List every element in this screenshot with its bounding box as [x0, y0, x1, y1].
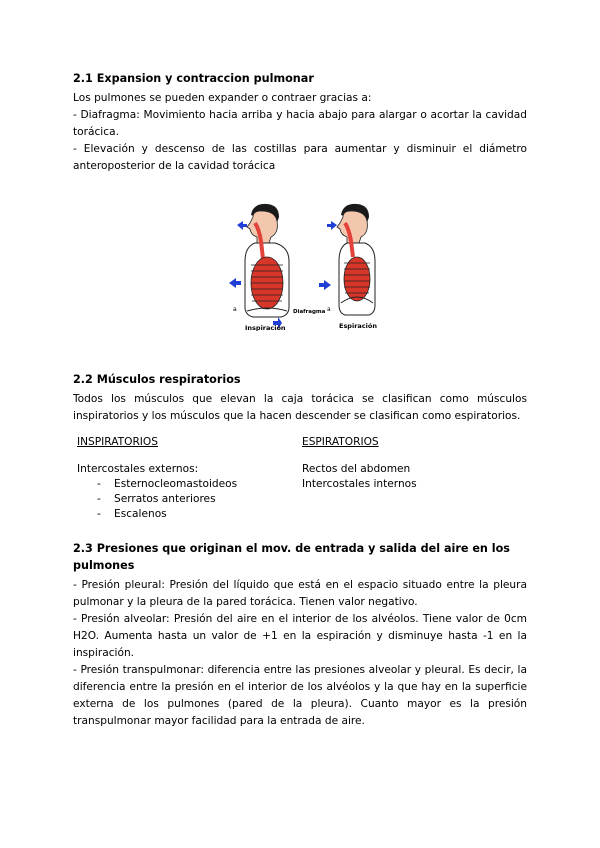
paragraph-transpulmonar: - Presión transpulmonar: diferencia entre las presiones alveolar y pleural. Es decir, la diferencia entre la presión en el interior de los alvéolos y la que hay en la superficie externa de los pulmones (pared de la pleura). Cuanto mayor es la presión transpulmonar mayor facilidad para la entrada de aire.: [73, 664, 527, 727]
paragraph-diafragma: - Diafragma: Movimiento hacia arriba y hacia abajo para alargar o acortar la cavidad torácica.: [73, 109, 527, 138]
arrow-icon: [327, 221, 337, 230]
list-item: - Escalenos: [97, 507, 302, 522]
expiratory-title: ESPIRATORIOS: [302, 436, 379, 448]
figure-label-inspiracion: Inspiración: [245, 324, 286, 331]
lungs-left: [251, 257, 283, 309]
list-item: - Serratos anteriores: [97, 492, 302, 507]
inspiratory-list: [77, 477, 302, 522]
paragraph-alveolar: - Presión alveolar: Presión del aire en el interior de los alvéolos. Tiene valor de 0cm H2O. Aumenta hasta un valor de +1 en la espiración y disminuye hasta -1 en la inspiración.: [73, 613, 527, 659]
section-expansion: [73, 70, 527, 175]
paragraph-costillas: - Elevación y descenso de las costillas para aumentar y disminuir el diámetro anteroposterior de la cavidad torácica: [73, 143, 527, 172]
arrow-icon: [237, 221, 247, 230]
list-item: Rectos del abdomen: [302, 463, 411, 475]
section-heading-muscles: 2.2 Músculos respiratorios: [73, 373, 241, 386]
expiration-figure: [319, 204, 377, 330]
list-item: - Esternocleomastoideos: [97, 477, 302, 492]
expiratory-column: [302, 435, 527, 522]
section-heading-pressures: 2.3 Presiones que originan el mov. de entrada y salida del aire en los pulmones: [73, 542, 510, 572]
document-content: [73, 70, 527, 730]
muscle-columns: [73, 435, 527, 522]
section-heading-expansion: 2.1 Expansion y contraccion pulmonar: [73, 72, 314, 85]
inspiratory-first: Intercostales externos:: [77, 463, 199, 475]
section-pressures: [73, 540, 527, 730]
inspiration-figure: [229, 204, 289, 331]
figure-label-a-left: a: [233, 306, 237, 313]
arrow-icon: [319, 280, 331, 290]
paragraph-intro: Los pulmones se pueden expander o contraer gracias a:: [73, 92, 372, 104]
paragraph-muscles: Todos los músculos que elevan la caja torácica se clasifican como músculos inspiratorios y los músculos que la hacen descender se clasifican como espiratorios.: [73, 393, 527, 422]
figure-label-diafragma: Diafragma: [293, 309, 326, 315]
paragraph-pleural: - Presión pleural: Presión del líquido que está en el espacio situado entre la pleura pulmonar y la pleura de la pared torácica. Tienen valor negativo.: [73, 579, 527, 608]
list-item: Intercostales internos: [302, 478, 417, 490]
lungs-right: [344, 257, 370, 301]
figure-label-espiracion: Espiración: [339, 322, 377, 330]
inspiratory-column: [73, 435, 302, 522]
breathing-illustration: [223, 199, 383, 331]
arrow-icon: [229, 278, 241, 288]
breathing-figure: [73, 199, 527, 349]
inspiratory-title: INSPIRATORIOS: [77, 436, 158, 448]
figure-label-a-right: a: [327, 306, 331, 313]
section-muscles: [73, 371, 527, 522]
